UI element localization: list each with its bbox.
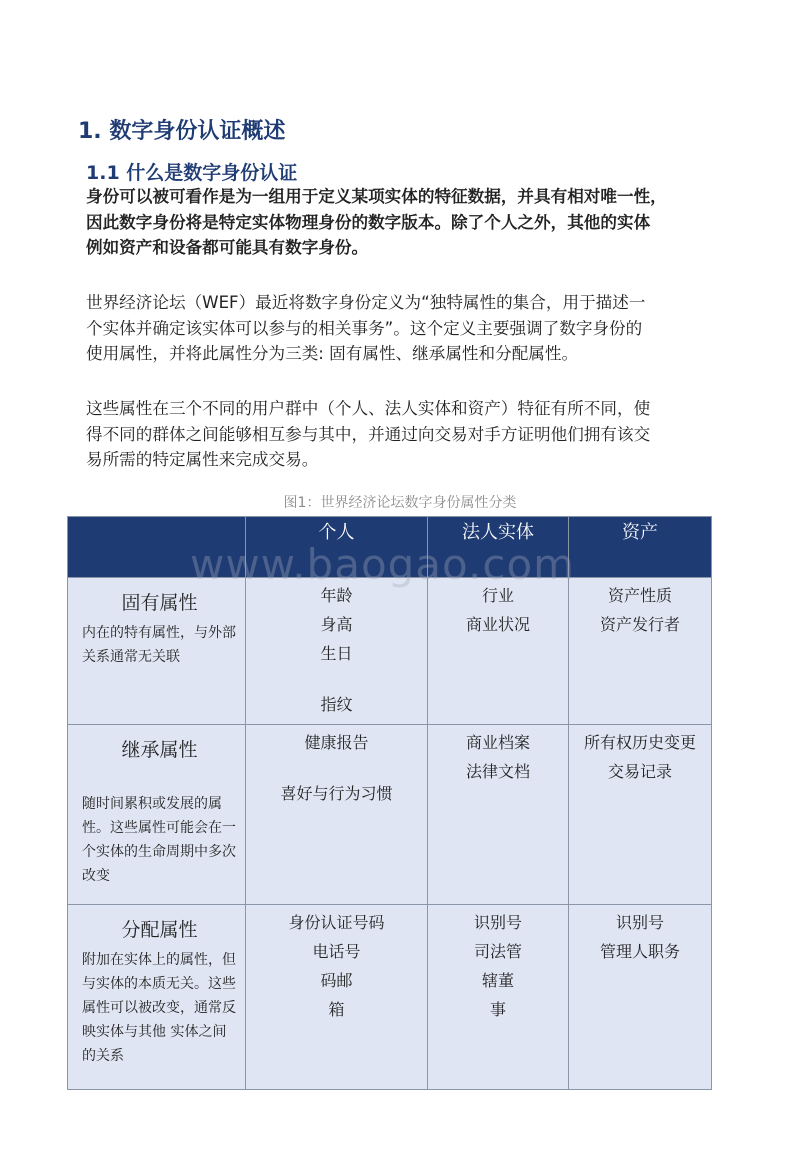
row-description: 随时间累积或发展的属性。这些属性可能会在一个实体的生命周期中多次改变 xyxy=(82,796,236,884)
cell-value: 生日 xyxy=(320,644,353,663)
cell-value: 身高 xyxy=(320,615,353,634)
cell-value: 身份认证号码 xyxy=(288,913,385,932)
header-asset: 资产 xyxy=(569,517,712,578)
cell-value: 事 xyxy=(489,1000,506,1019)
table-row xyxy=(68,578,712,725)
row-description: 内在的特有属性，与外部关系通常无关联 xyxy=(82,625,236,665)
cell-value: 商业档案 xyxy=(465,733,530,752)
cell-asset xyxy=(569,725,712,905)
table-header-row xyxy=(68,517,712,578)
table-row xyxy=(68,725,712,905)
cell-legal-entity xyxy=(428,905,569,1090)
cell-value: 辖董 xyxy=(481,971,514,990)
row-header-accumulated xyxy=(68,725,246,905)
user-groups-paragraph: 这些属性在三个不同的用户群中（个人、法人实体和资产）特征有所不同，使 得不同的群体之间能够相互参与其中，并通过向交易对手方证明他们拥有该交 易所需的特定属性来完成交易。 xyxy=(86,399,651,469)
subsection-heading: 1.1 什么是数字身份认证 xyxy=(86,162,298,184)
watermark: www.baogao.com xyxy=(190,540,576,589)
cell-value: 行业 xyxy=(481,586,514,605)
header-legal-entity: 法人实体 xyxy=(428,517,569,578)
row-header-assigned xyxy=(68,905,246,1090)
row-title: 固有属性 xyxy=(121,592,198,614)
row-title: 分配属性 xyxy=(121,919,198,941)
cell-individual xyxy=(246,578,428,725)
cell-value: 管理人职务 xyxy=(599,942,680,961)
cell-value: 识别号 xyxy=(473,913,522,932)
header-empty xyxy=(68,517,246,578)
figure-caption: 图1：世界经济论坛数字身份属性分类 xyxy=(283,495,517,511)
cell-value: 交易记录 xyxy=(607,762,672,781)
cell-value: 商业状况 xyxy=(465,615,530,634)
section-heading: 1. 数字身份认证概述 xyxy=(78,119,286,144)
header-individual: 个人 xyxy=(246,517,428,578)
cell-asset xyxy=(569,905,712,1090)
row-description: 附加在实体上的属性，但与实体的本质无关。这些属性可以被改变，通常反映实体与其他 实体之间的关系 xyxy=(82,952,236,1064)
cell-asset xyxy=(569,578,712,725)
cell-value: 箱 xyxy=(328,1000,345,1019)
cell-value: 指纹 xyxy=(320,695,353,714)
table-row xyxy=(68,905,712,1090)
cell-legal-entity xyxy=(428,578,569,725)
intro-paragraph: 身份可以被可看作是为一组用于定义某项实体的特征数据，并具有相对唯一性， 因此数字身份将是特定实体物理身份的数字版本。除了个人之外，其他的实体 例如资产和设备都可能具有数字身份。 xyxy=(86,187,667,257)
cell-individual xyxy=(246,725,428,905)
cell-value: 资产性质 xyxy=(607,586,672,605)
attribute-table xyxy=(67,516,712,1090)
cell-value: 码邮 xyxy=(320,971,353,990)
cell-value: 所有权历史变更 xyxy=(583,733,696,752)
cell-value: 喜好与行为习惯 xyxy=(280,784,393,803)
cell-individual xyxy=(246,905,428,1090)
cell-value: 司法管 xyxy=(473,942,522,961)
cell-value: 电话号 xyxy=(312,942,361,961)
cell-value: 健康报告 xyxy=(304,733,369,752)
cell-legal-entity xyxy=(428,725,569,905)
cell-value: 资产发行者 xyxy=(599,615,680,634)
cell-value: 法律文档 xyxy=(465,762,530,781)
row-header-inherent xyxy=(68,578,246,725)
wef-definition-paragraph: 世界经济论坛（WEF）最近将数字身份定义为“独特属性的集合，用于描述一 个实体并确定该实体可以参与的相关事务”。这个定义主要强调了数字身份的 使用属性，并将此属性分为三类: 固有属性、继承属性和分配属性。 xyxy=(86,293,646,363)
cell-value: 识别号 xyxy=(615,913,664,932)
row-title: 继承属性 xyxy=(121,739,198,761)
cell-value: 年龄 xyxy=(320,586,353,605)
